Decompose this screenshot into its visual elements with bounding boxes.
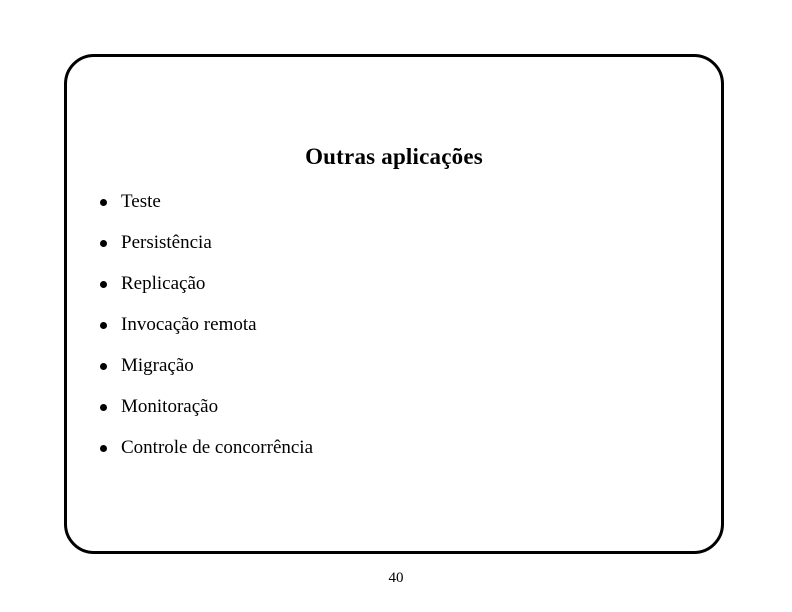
list-item (100, 437, 313, 459)
list-item (100, 191, 313, 213)
bullet-icon (100, 363, 107, 370)
bullet-icon (100, 322, 107, 329)
list-item (100, 314, 313, 336)
bullet-label: Controle de concorrência (121, 437, 314, 458)
bullet-label: Migração (121, 355, 194, 376)
page-number: 40 (388, 570, 404, 586)
bullet-label: Monitoração (121, 396, 219, 417)
bullet-icon (100, 199, 107, 206)
list-item (100, 273, 313, 295)
bullet-label: Replicação (121, 273, 206, 294)
bullet-label: Persistência (121, 232, 212, 253)
list-item (100, 396, 313, 418)
bullet-label: Teste (121, 191, 161, 212)
bullet-icon (100, 281, 107, 288)
slide-title: Outras aplicações (305, 144, 483, 169)
bullet-icon (100, 240, 107, 247)
bullet-list (100, 191, 313, 478)
list-item (100, 355, 313, 377)
bullet-icon (100, 404, 107, 411)
bullet-label: Invocação remota (121, 314, 257, 335)
list-item (100, 232, 313, 254)
bullet-icon (100, 445, 107, 452)
